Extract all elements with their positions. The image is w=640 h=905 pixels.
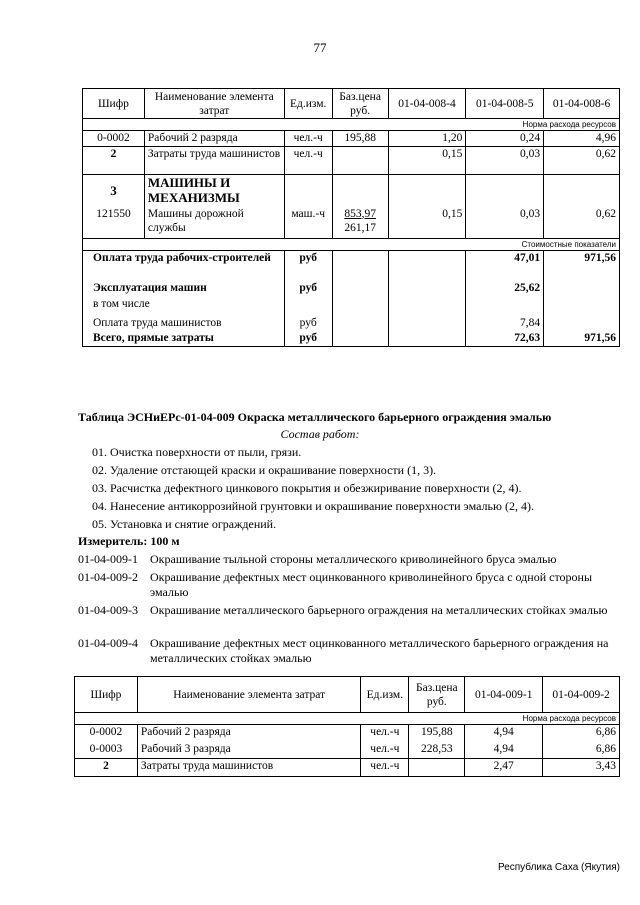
cell-v2: 0,24	[466, 131, 544, 147]
work-item: 03. Расчистка дефектного цинкового покрытия и обезжиривание поверхности (2, 4).	[92, 481, 522, 495]
cell-unit: маш.-ч	[284, 207, 332, 239]
page-number: 77	[313, 40, 327, 55]
cell-code: 0-0002	[83, 131, 145, 147]
cell-price	[332, 175, 388, 207]
cell-price: 195,88	[409, 725, 465, 742]
cost-row	[83, 313, 620, 331]
header-col-1: 01-04-008-4	[388, 89, 466, 119]
cell-v1: 4,94	[465, 742, 543, 759]
header-unit: Ед.изм.	[284, 89, 332, 119]
section-title: Таблица ЭСНиЕРс-01-04-009 Окраска металлического барьерного ограждения эмалью	[78, 410, 552, 424]
header-name: Наименование элемента затрат	[144, 89, 284, 119]
cost-name: в том числе	[83, 297, 285, 313]
cell-unit	[284, 175, 332, 207]
header-col-2: 01-04-008-5	[466, 89, 544, 119]
cell-name: Рабочий 2 разряда	[137, 725, 360, 742]
cell-unit: чел.-ч	[361, 725, 409, 742]
sostav-label: Состав работ:	[280, 427, 360, 441]
work-item: 05. Установка и снятие ограждений.	[92, 517, 277, 531]
cell-v3: 0,62	[544, 147, 620, 175]
cell-v2: 0,03	[466, 207, 544, 239]
cost-v3: 971,56	[544, 331, 620, 347]
cost-name: Эксплуатация машин	[83, 281, 285, 297]
cost-v3: 971,56	[544, 251, 620, 281]
table-header-row	[75, 677, 620, 713]
code-description: Окрашивание металлического барьерного ограждения на металлических стойках эмалью	[150, 603, 608, 617]
cost-price	[332, 251, 388, 281]
cell-v2: 6,86	[543, 725, 620, 742]
code-description: Окрашивание дефектных мест оцинкованного металлического барьерного ограждения на металлических стойках эмалью	[150, 636, 609, 665]
header-col-3: 01-04-008-6	[544, 89, 620, 119]
cost-unit: руб	[284, 313, 332, 331]
cost-name: Оплата труда машинистов	[83, 313, 285, 331]
cost-v3	[544, 313, 620, 331]
cost-v2: 7,84	[466, 313, 544, 331]
cost-price	[332, 331, 388, 347]
cell-code: 0-0002	[75, 725, 138, 742]
table-row	[83, 147, 620, 175]
norma-row	[83, 119, 620, 131]
cell-name: Рабочий 3 разряда	[137, 742, 360, 759]
cost-v2: 47,01	[466, 251, 544, 281]
cell-name: Рабочий 2 разряда	[144, 131, 284, 147]
table-row	[83, 207, 620, 239]
cell-v1: 0,15	[388, 207, 466, 239]
cost-v1	[388, 281, 466, 297]
measure-unit: Измеритель: 100 м	[78, 534, 180, 548]
cost-price	[332, 281, 388, 297]
cost-v3	[544, 297, 620, 313]
footer-region: Республика Саха (Якутия)	[497, 862, 620, 873]
work-item: 01. Очистка поверхности от пыли, грязи.	[92, 445, 302, 459]
cell-v1: 2,47	[465, 759, 543, 777]
cost-price	[332, 313, 388, 331]
cost-label: Стоимостные показатели	[83, 239, 620, 251]
cell-code: 3	[83, 175, 145, 207]
cost-unit: руб	[284, 331, 332, 347]
cost-v1	[388, 331, 466, 347]
norma-row	[75, 713, 620, 725]
cell-price	[409, 759, 465, 777]
norma-label: Норма расхода ресурсов	[83, 119, 620, 131]
cost-v1	[388, 251, 466, 281]
cost-row	[83, 281, 620, 297]
resource-table-2	[74, 676, 620, 777]
cell-price: 195,88	[332, 131, 388, 147]
cell-v1: 0,15	[388, 147, 466, 175]
cell-unit: чел.-ч	[284, 131, 332, 147]
work-item: 02. Удаление отстающей краски и окрашивание поверхности (1, 3).	[92, 463, 437, 477]
cost-label-row	[83, 239, 620, 251]
cell-name: Затраты труда машинистов	[137, 759, 360, 777]
cell-v2	[466, 175, 544, 207]
cost-v2: 25,62	[466, 281, 544, 297]
cost-name: Оплата труда рабочих-строителей	[83, 251, 285, 281]
cell-name: Затраты труда машинистов	[144, 147, 284, 175]
price-secondary: 261,17	[344, 221, 376, 234]
code-number: 01-04-009-2	[78, 570, 138, 584]
cell-v3: 0,62	[544, 207, 620, 239]
cell-v1: 1,20	[388, 131, 466, 147]
cell-v2: 0,03	[466, 147, 544, 175]
table-row	[83, 131, 620, 147]
table-row	[75, 759, 620, 777]
cell-price	[332, 147, 388, 175]
header-price: Баз.цена руб.	[332, 89, 388, 119]
cell-unit: чел.-ч	[284, 147, 332, 175]
cost-v2	[466, 297, 544, 313]
cost-unit: руб	[284, 281, 332, 297]
table-header-row	[83, 89, 620, 119]
cost-row	[83, 251, 620, 281]
header-price: Баз.цена руб.	[409, 677, 465, 713]
header-unit: Ед.изм.	[361, 677, 409, 713]
cost-row	[83, 297, 620, 313]
cell-v2: 6,86	[543, 742, 620, 759]
cell-name: МАШИНЫ И МЕХАНИЗМЫ	[144, 175, 284, 207]
code-number: 01-04-009-4	[78, 636, 138, 650]
cell-code: 2	[83, 147, 145, 175]
cost-unit: руб	[284, 251, 332, 281]
cost-price	[332, 297, 388, 313]
work-item: 04. Нанесение антикоррозийной грунтовки и окрашивание поверхности эмалью (2, 4).	[92, 499, 534, 513]
cell-price	[332, 207, 388, 239]
header-col-2: 01-04-009-2	[543, 677, 620, 713]
header-code: Шифр	[83, 89, 145, 119]
header-col-1: 01-04-009-1	[465, 677, 543, 713]
cost-v1	[388, 313, 466, 331]
cell-v3: 4,96	[544, 131, 620, 147]
code-description: Окрашивание дефектных мест оцинкованного криволинейного бруса с одной стороны эмалью	[150, 570, 593, 599]
cost-name: Всего, прямые затраты	[83, 331, 285, 347]
cell-unit: чел.-ч	[361, 759, 409, 777]
cell-code: 2	[75, 759, 138, 777]
cell-code: 0-0003	[75, 742, 138, 759]
cell-price: 228,53	[409, 742, 465, 759]
code-description: Окрашивание тыльной стороны металлического криволинейного бруса эмалью	[150, 552, 557, 566]
cost-v1	[388, 297, 466, 313]
cell-unit: чел.-ч	[361, 742, 409, 759]
table-row	[75, 725, 620, 742]
table-row	[75, 742, 620, 759]
cost-unit	[284, 297, 332, 313]
cost-row	[83, 331, 620, 347]
cell-name: Машины дорожной службы	[144, 207, 284, 239]
header-name: Наименование элемента затрат	[137, 677, 360, 713]
price-primary: 853,97	[344, 207, 376, 220]
cell-v1: 4,94	[465, 725, 543, 742]
cost-v2: 72,63	[466, 331, 544, 347]
table-row	[83, 175, 620, 207]
norma-label: Норма расхода ресурсов	[75, 713, 620, 725]
resource-table-1	[82, 88, 620, 347]
code-number: 01-04-009-3	[78, 603, 138, 617]
header-code: Шифр	[75, 677, 138, 713]
code-number: 01-04-009-1	[78, 552, 138, 566]
cost-v3	[544, 281, 620, 297]
cell-v1	[388, 175, 466, 207]
cell-v3	[544, 175, 620, 207]
cell-v2: 3,43	[543, 759, 620, 777]
cell-code: 121550	[83, 207, 145, 239]
